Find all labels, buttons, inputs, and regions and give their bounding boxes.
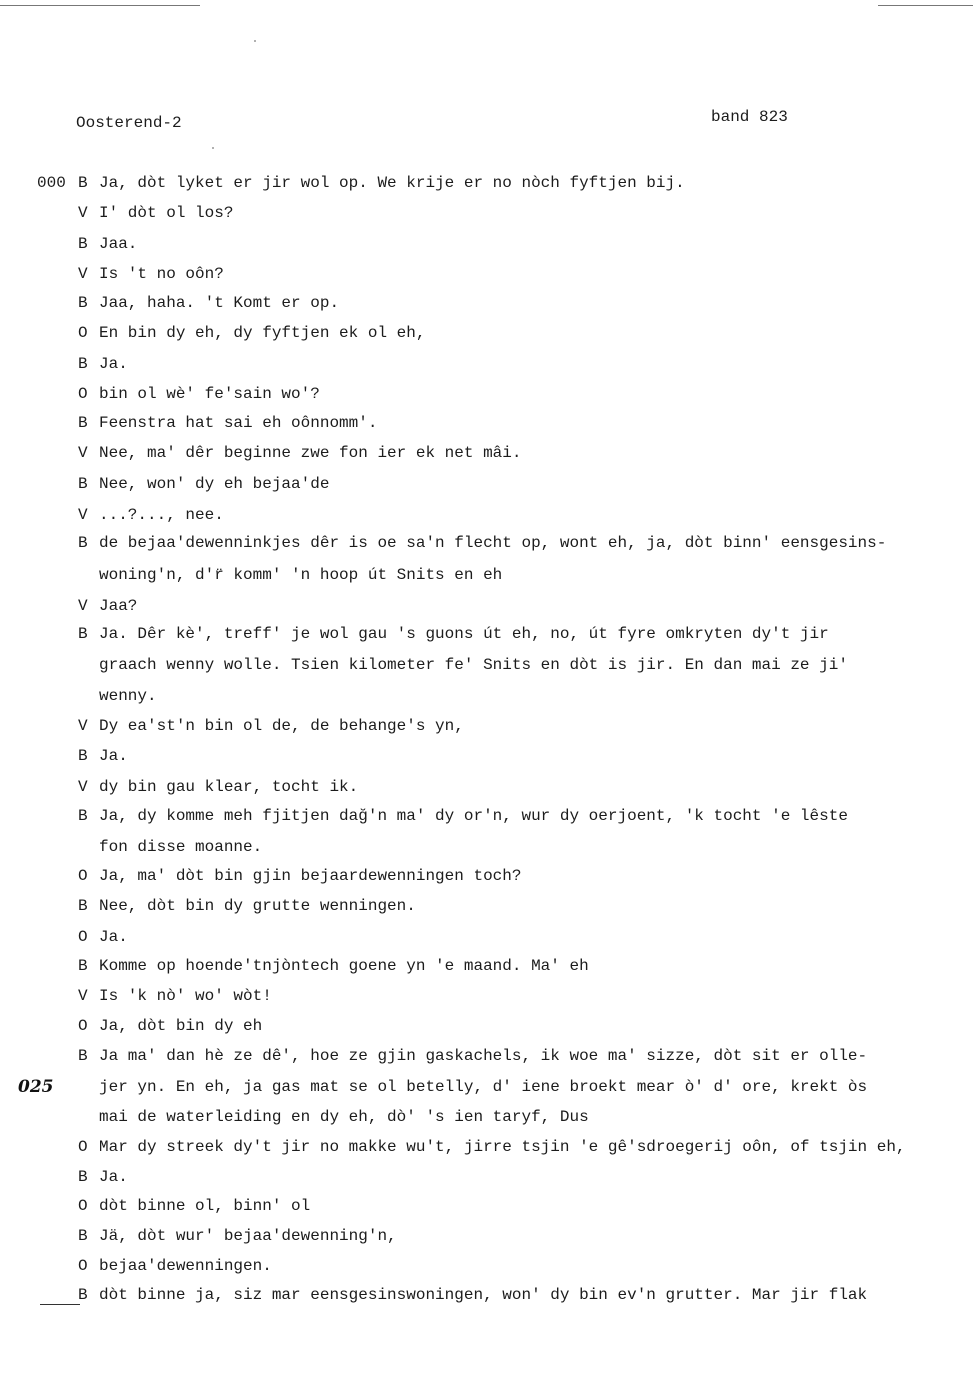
speaker-label: B (78, 475, 88, 493)
transcript-line (78, 1137, 906, 1157)
transcript-line (78, 234, 137, 254)
speaker-label: O (78, 1257, 88, 1275)
speaker-label: B (78, 235, 88, 253)
speaker-label: O (78, 928, 88, 946)
speaker-label: B (78, 1168, 88, 1186)
utterance-text: dòt binne ja, siz mar eensgesinswoningen, won' dy bin ev'n grutter. Mar jir flak (99, 1286, 868, 1304)
utterance-text: I' dòt ol los? (99, 204, 234, 222)
transcript-line (78, 384, 320, 404)
utterance-text: mai de waterleiding en dy eh, dò' 's ien taryf, Dus (99, 1108, 589, 1126)
transcript-line (78, 173, 685, 193)
transcript-line (99, 1077, 867, 1097)
transcript-line (78, 203, 233, 223)
speaker-label: V (78, 506, 88, 524)
utterance-text: ...?..., nee. (99, 506, 224, 524)
transcript-line (78, 1196, 310, 1216)
utterance-text: Ja, dòt lyket er jir wol op. We krije er no nòch fyftjen bij. (99, 174, 685, 192)
transcript-line (99, 837, 262, 857)
utterance-text: de bejaa'dewenninkjes dêr is oe sa'n flecht op, wont eh, ja, dòt binn' eensgesins- (99, 534, 887, 552)
transcript-line (78, 956, 589, 976)
transcript-line (78, 746, 128, 766)
utterance-text: Nee, dòt bin dy grutte wenningen. (99, 897, 416, 915)
utterance-text: Is 't no oôn? (99, 265, 224, 283)
transcript-line (78, 293, 339, 313)
utterance-text: Jä, dòt wur' bejaa'dewenning'n, (99, 1227, 397, 1245)
timecode-handwritten: 025 (18, 1077, 54, 1097)
utterance-text: Nee, won' dy eh bejaa'de (99, 475, 330, 493)
speaker-label: V (78, 778, 88, 796)
speaker-label: B (78, 807, 88, 825)
speaker-label: B (78, 957, 88, 975)
transcript-line (78, 896, 416, 916)
transcript-line (78, 323, 425, 343)
speaker-label: B (78, 174, 88, 192)
speaker-label: V (78, 987, 88, 1005)
utterance-text: dy bin gau klear, tocht ik. (99, 778, 359, 796)
utterance-text: bejaa'dewenningen. (99, 1257, 272, 1275)
utterance-text: Ja. (99, 928, 128, 946)
header-location: Oosterend-2 (76, 114, 182, 132)
utterance-text: Ja, ma' dòt bin gjin bejaardewenningen toch? (99, 867, 522, 885)
transcript-line (78, 1016, 262, 1036)
utterance-text: graach wenny wolle. Tsien kilometer fe' Snits en dòt is jir. En dan mai ze ji' (99, 656, 848, 674)
transcript-line (78, 927, 128, 947)
speaker-label: V (78, 265, 88, 283)
utterance-text: Ja. (99, 355, 128, 373)
utterance-text: Ja, dòt bin dy eh (99, 1017, 263, 1035)
speaker-label: B (78, 1286, 88, 1304)
transcript-line (99, 1107, 589, 1127)
transcript-line (78, 413, 377, 433)
speaker-label: V (78, 597, 88, 615)
timecode-start: 000 (37, 174, 66, 192)
transcript-line (78, 716, 464, 736)
transcript-line (78, 354, 128, 374)
transcript-line (78, 866, 521, 886)
utterance-text: dòt binne ol, binn' ol (99, 1197, 311, 1215)
speaker-label: B (78, 1047, 88, 1065)
speaker-label: O (78, 385, 88, 403)
utterance-text: bin ol wè' fe'sain wo'? (99, 385, 320, 403)
speaker-label: O (78, 1197, 88, 1215)
transcript-line (99, 655, 848, 675)
transcript-line (78, 1167, 128, 1187)
speaker-label: O (78, 324, 88, 342)
speaker-label: V (78, 444, 88, 462)
speaker-label: O (78, 1017, 88, 1035)
utterance-text: Jaa? (99, 597, 138, 615)
speaker-label: V (78, 717, 88, 735)
transcript-line (78, 806, 848, 826)
speaker-label: B (78, 534, 88, 552)
utterance-text: Jaa. (99, 235, 138, 253)
header-tape-number: band 823 (711, 108, 788, 126)
utterance-text: fon disse moanne. (99, 838, 263, 856)
speaker-label: B (78, 897, 88, 915)
transcript-line (78, 443, 521, 463)
utterance-text: Feenstra hat sai eh oônnomm'. (99, 414, 378, 432)
transcript-line (78, 1285, 867, 1305)
speaker-label: O (78, 1138, 88, 1156)
utterance-text: Ja. Dêr kè', treff' je wol gau 's guons út eh, no, út fyre omkryten dy't jir (99, 625, 829, 643)
transcript-line (78, 264, 224, 284)
transcript-line (78, 505, 224, 525)
speaker-label: B (78, 625, 88, 643)
speaker-label: B (78, 414, 88, 432)
transcript-line (78, 777, 358, 797)
utterance-text: Ja, dy komme meh fjitjen dağ'n ma' dy or'n, wur dy oerjoent, 'k tocht 'e lêste (99, 807, 848, 825)
speck (254, 40, 256, 42)
margin-dash (40, 1304, 80, 1305)
transcript-line (78, 1226, 397, 1246)
transcript-line (78, 624, 829, 644)
transcript-line (78, 533, 886, 553)
utterance-text: Mar dy streek dy't jir no makke wu't, jirre tsjin 'e gê'sdroegerij oôn, of tsjin eh, (99, 1138, 906, 1156)
utterance-text: Ja. (99, 747, 128, 765)
speaker-label: V (78, 204, 88, 222)
speaker-label: B (78, 294, 88, 312)
top-rule-left (0, 5, 200, 6)
transcript-line (78, 1256, 272, 1276)
utterance-text: Jaa, haha. 't Komt er op. (99, 294, 340, 312)
utterance-text: En bin dy eh, dy fyftjen ek ol eh, (99, 324, 426, 342)
utterance-text: woning'n, d'r̈ komm' 'n hoop út Snits en eh (99, 566, 503, 584)
speaker-label: B (78, 747, 88, 765)
utterance-text: Dy ea'st'n bin ol de, de behange's yn, (99, 717, 464, 735)
speaker-label: B (78, 1227, 88, 1245)
utterance-text: wenny. (99, 687, 157, 705)
utterance-text: Ja ma' dan hè ze dê', hoe ze gjin gaskachels, ik woe ma' sizze, dòt sit er olle- (99, 1047, 868, 1065)
speaker-label: O (78, 867, 88, 885)
top-rule-right (878, 5, 973, 6)
transcript-line (99, 686, 157, 706)
speaker-label: B (78, 355, 88, 373)
utterance-text: Is 'k nò' wo' wòt! (99, 987, 272, 1005)
utterance-text: Komme op hoende'tnjòntech goene yn 'e maand. Ma' eh (99, 957, 589, 975)
utterance-text: Nee, ma' dêr beginne zwe fon ier ek net mâi. (99, 444, 522, 462)
transcript-line (78, 474, 329, 494)
transcript-line (99, 565, 502, 585)
transcript-line (78, 596, 137, 616)
transcript-line (78, 986, 272, 1006)
speck (212, 147, 214, 149)
utterance-text: Ja. (99, 1168, 128, 1186)
utterance-text: jer yn. En eh, ja gas mat se ol betelly, d' iene broekt mear ò' d' ore, krekt òs (99, 1078, 868, 1096)
transcript-line (78, 1046, 867, 1066)
